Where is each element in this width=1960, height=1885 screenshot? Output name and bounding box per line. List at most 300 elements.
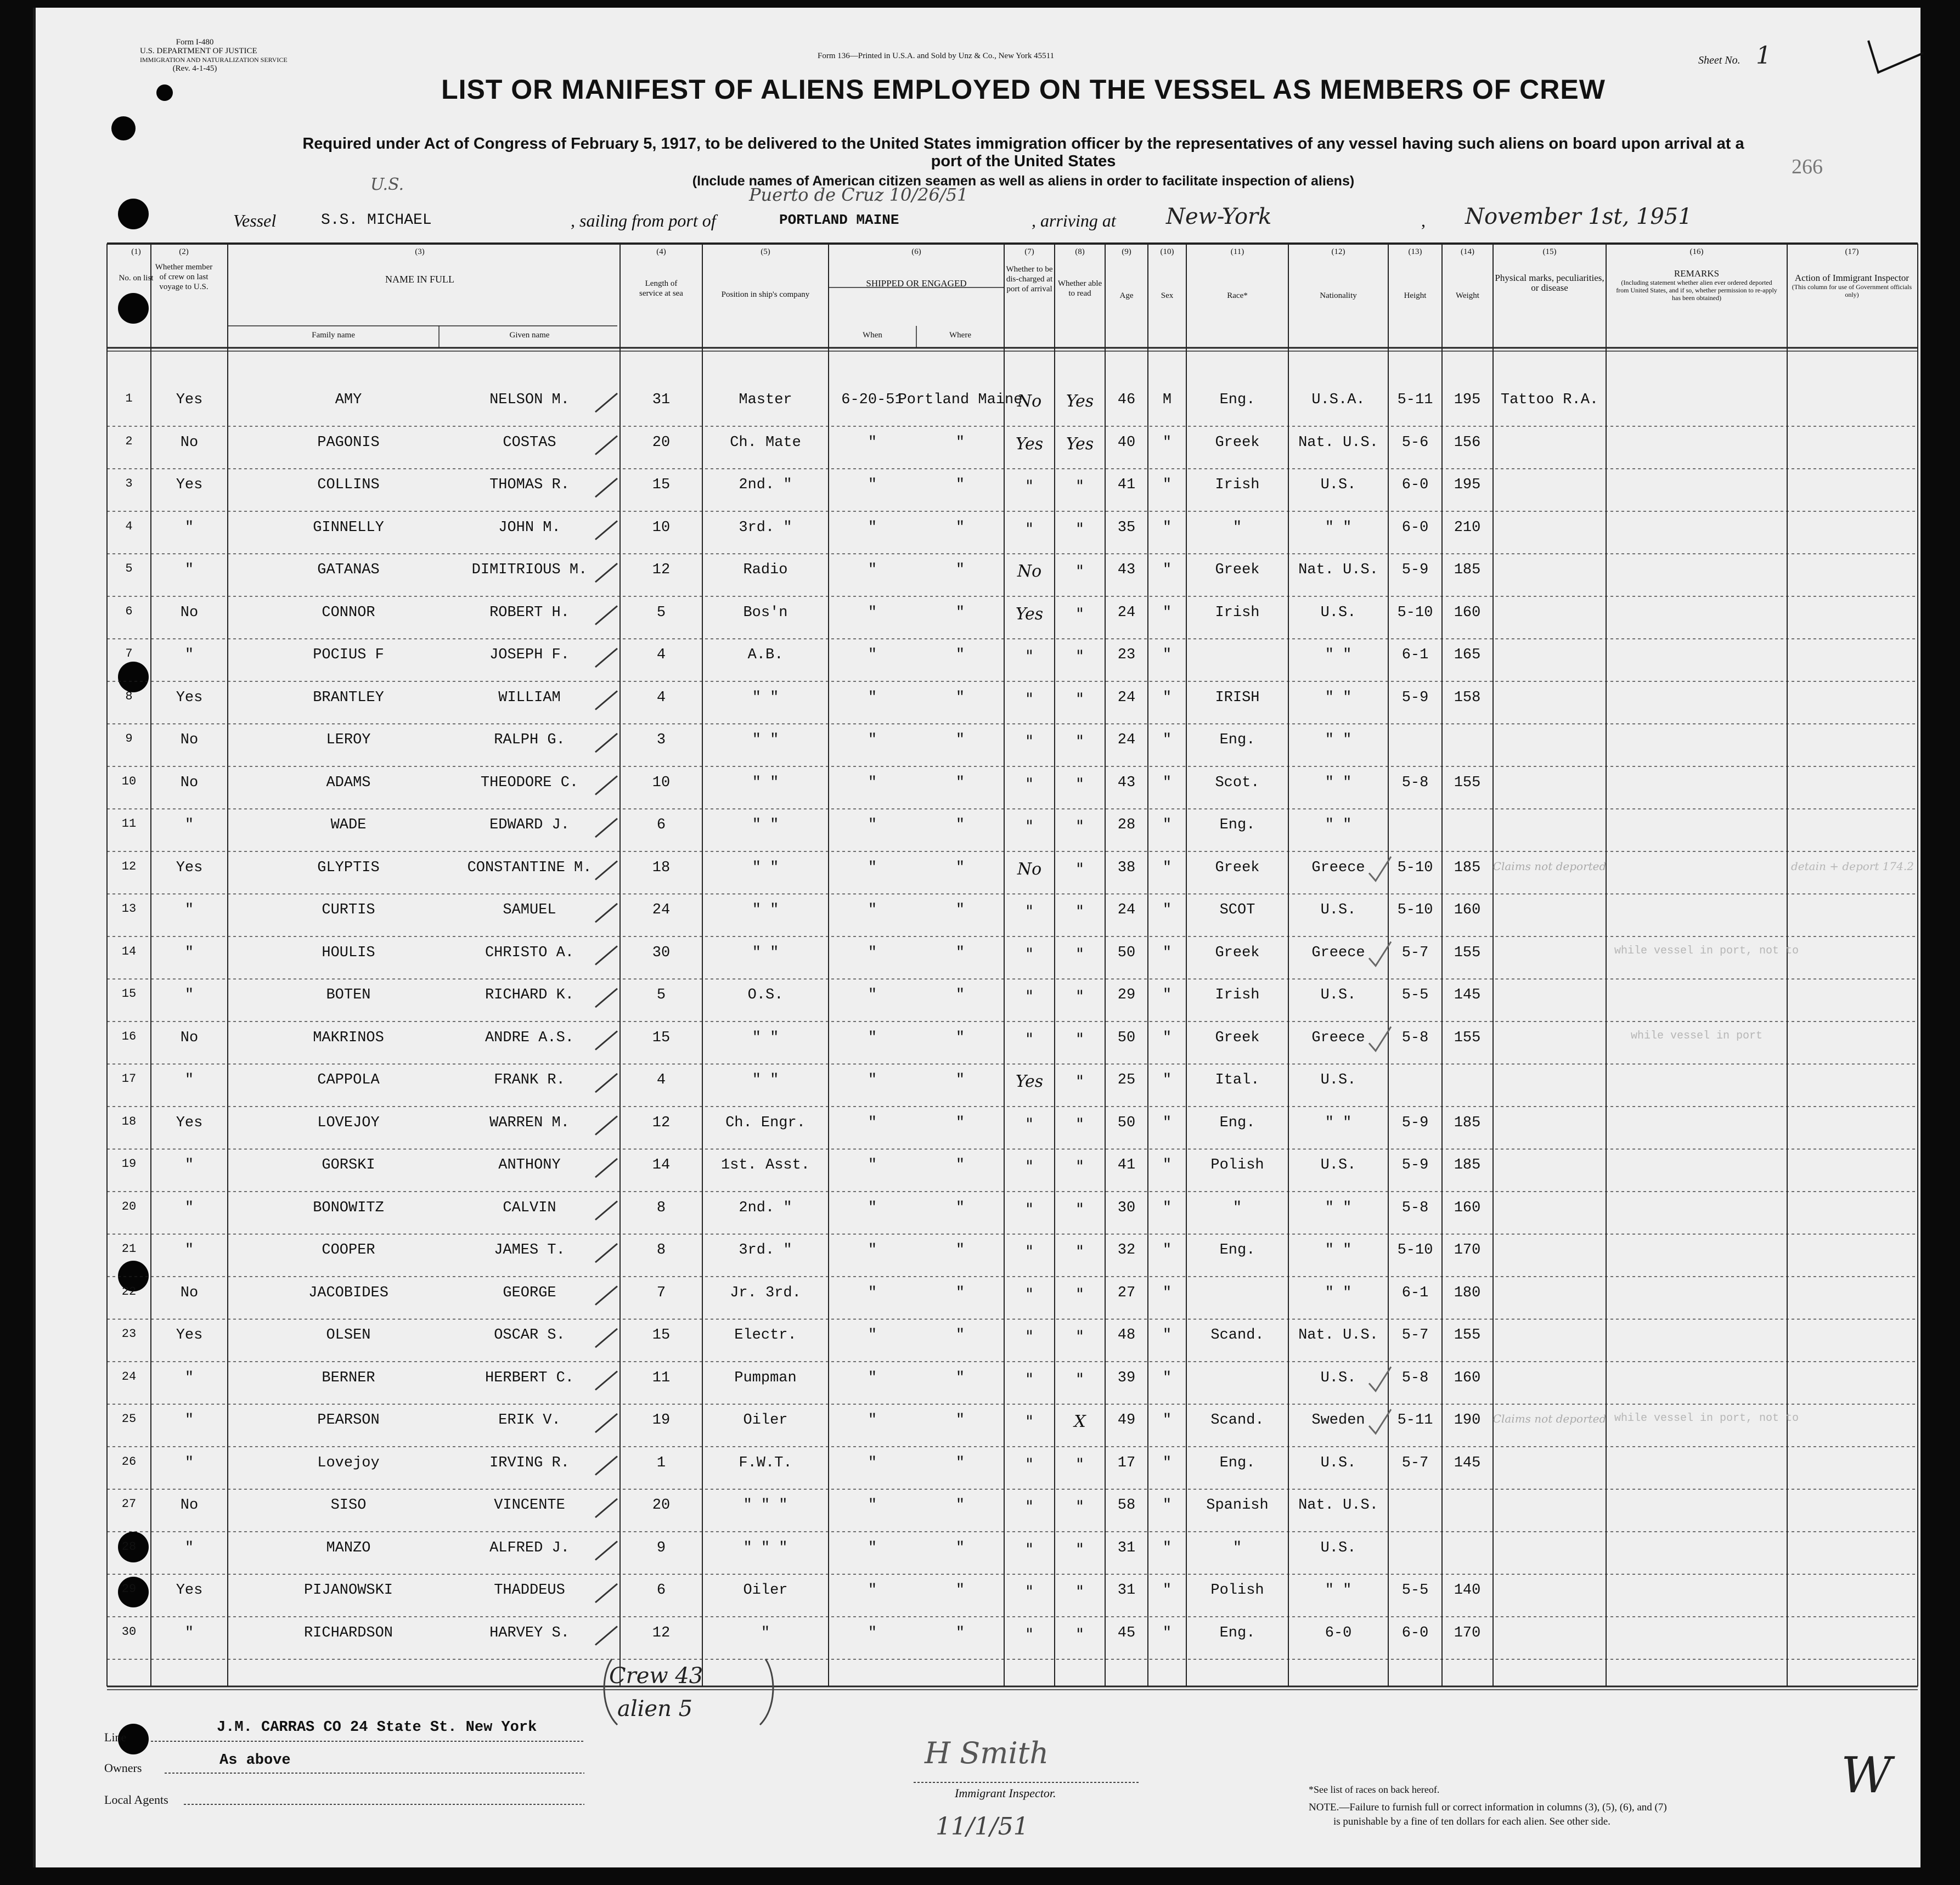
cell-service: 12	[652, 1114, 671, 1131]
cell-no: 21	[121, 1242, 137, 1256]
cell-discharged: No	[1017, 562, 1042, 581]
cell-when: "	[868, 1412, 877, 1429]
cell-age: 40	[1117, 434, 1136, 451]
alien-count-note: alien 5	[617, 1696, 693, 1722]
cell-service: 4	[656, 1072, 666, 1088]
cell-sex: "	[1162, 1454, 1172, 1471]
cell-age: 31	[1117, 1539, 1136, 1556]
cell-read: "	[1076, 1242, 1084, 1261]
cell-service: 10	[652, 774, 671, 791]
cell-given: JOHN M.	[498, 519, 561, 536]
cell-read: "	[1076, 732, 1084, 751]
cell-height: 5-6	[1401, 434, 1429, 451]
cell-discharged: Yes	[1015, 434, 1044, 454]
cell-nationality: Nat. U.S.	[1298, 1327, 1378, 1344]
cell-when: "	[868, 902, 877, 918]
cell-position: 3rd. "	[739, 1242, 792, 1258]
cell-age: 50	[1117, 1114, 1136, 1131]
cell-age: 17	[1117, 1454, 1136, 1471]
races-note: *See list of races on back hereof.	[1309, 1784, 1440, 1795]
cell-height: 6-1	[1401, 647, 1429, 663]
cell-read: X	[1074, 1412, 1086, 1431]
cell-where: "	[955, 1157, 965, 1173]
cell-age: 28	[1117, 817, 1136, 833]
cell-when: "	[868, 1114, 877, 1131]
cell-remarks: while vessel in port	[1630, 1029, 1763, 1042]
col-10-header: (10) Sex	[1160, 247, 1174, 300]
cell-weight: 185	[1454, 1114, 1481, 1131]
cell-position: " " "	[743, 1497, 788, 1514]
cell-last: No	[180, 732, 199, 748]
cell-service: 9	[656, 1539, 666, 1556]
cell-discharged: "	[1026, 817, 1033, 836]
cell-weight: 160	[1454, 1369, 1481, 1386]
cell-given: ROBERT H.	[489, 604, 570, 621]
cell-sex: "	[1162, 944, 1172, 961]
cell-sex: "	[1162, 1157, 1172, 1173]
cell-age: 49	[1117, 1412, 1136, 1429]
cell-where: "	[955, 434, 965, 451]
cell-service: 15	[652, 477, 671, 493]
cell-discharged: Yes	[1015, 604, 1044, 624]
cell-family: COLLINS	[317, 477, 380, 493]
cell-no: 6	[125, 604, 133, 618]
cell-discharged: "	[1026, 647, 1033, 666]
cell-read: "	[1076, 1582, 1084, 1601]
cell-race: "	[1232, 1539, 1242, 1556]
cell-where: "	[955, 987, 965, 1003]
cell-weight: 155	[1454, 1029, 1481, 1046]
cell-family: PAGONIS	[317, 434, 380, 451]
cell-marks: Claims not deported	[1492, 1412, 1607, 1425]
cell-age: 41	[1117, 477, 1136, 493]
cell-read: "	[1076, 562, 1084, 581]
cell-where: "	[955, 1072, 965, 1088]
cell-service: 18	[652, 859, 671, 876]
cell-when: "	[868, 1454, 877, 1471]
cell-weight: 165	[1454, 647, 1481, 663]
cell-where: "	[955, 1114, 965, 1131]
cell-nationality: U.S.	[1320, 1369, 1356, 1386]
cell-read: "	[1076, 1369, 1084, 1389]
cell-weight: 210	[1454, 519, 1481, 536]
cell-service: 8	[656, 1199, 666, 1216]
cell-weight: 195	[1454, 392, 1481, 408]
cell-when: "	[868, 987, 877, 1003]
cell-nationality: Greece	[1311, 859, 1365, 876]
col-8-header: (8) Whether able to read	[1057, 247, 1102, 298]
cell-service: 7	[656, 1284, 666, 1301]
cell-family: COOPER	[322, 1242, 375, 1258]
cell-where: "	[955, 732, 965, 748]
cell-no: 12	[121, 859, 137, 873]
cell-where: "	[955, 859, 965, 876]
cell-when: "	[868, 1029, 877, 1046]
cell-read: "	[1076, 1454, 1084, 1474]
cell-nationality: " "	[1325, 1199, 1352, 1216]
arriving-label: , arriving at	[1032, 211, 1116, 230]
col-13-header: (13) Height	[1404, 247, 1427, 300]
cell-given: ANDRE A.S.	[485, 1029, 575, 1046]
col-4-header: (4) Length of service at sea	[639, 247, 683, 298]
cell-family: LOVEJOY	[317, 1114, 380, 1131]
cell-when: "	[868, 774, 877, 791]
cell-sex: "	[1162, 647, 1172, 663]
cell-service: 6	[656, 817, 666, 833]
cell-discharged: "	[1026, 944, 1033, 964]
cell-no: 24	[121, 1369, 137, 1384]
cell-race: "	[1232, 1199, 1242, 1216]
col-2-header: (2) Whether member of crew on last voyage to U.S.	[155, 247, 213, 291]
cell-race: Eng.	[1219, 817, 1255, 833]
cell-nationality: U.S.A.	[1311, 392, 1365, 408]
cell-nationality: " "	[1325, 1242, 1352, 1258]
cell-weight: 170	[1454, 1242, 1481, 1258]
cell-position: "	[761, 1624, 770, 1641]
cell-height: 5-9	[1401, 562, 1429, 578]
cell-age: 45	[1117, 1624, 1136, 1641]
cell-nationality: " "	[1325, 1582, 1352, 1599]
cell-sex: "	[1162, 1412, 1172, 1429]
arrival-date: November 1st, 1951	[1465, 204, 1692, 229]
cell-given: VINCENTE	[494, 1497, 565, 1514]
cell-read: "	[1076, 1284, 1084, 1304]
cell-race: Greek	[1215, 562, 1260, 578]
cell-read: "	[1076, 859, 1084, 879]
cell-given: GEORGE	[503, 1284, 556, 1301]
cell-position: Master	[739, 392, 792, 408]
cell-discharged: "	[1026, 1157, 1033, 1176]
cell-nationality: U.S.	[1320, 1539, 1356, 1556]
cell-discharged: "	[1026, 1539, 1033, 1559]
cell-no: 25	[121, 1412, 137, 1426]
cell-position: 2nd. "	[739, 477, 792, 493]
cell-weight: 156	[1454, 434, 1481, 451]
cell-where: "	[955, 1624, 965, 1641]
cell-last: "	[184, 1242, 194, 1258]
cell-weight: 160	[1454, 604, 1481, 621]
cell-discharged: "	[1026, 774, 1033, 794]
cell-service: 14	[652, 1157, 671, 1173]
cell-service: 20	[652, 434, 671, 451]
cell-weight: 140	[1454, 1582, 1481, 1599]
cell-no: 23	[121, 1327, 137, 1341]
form-number: Form I-480	[176, 38, 214, 47]
cell-height: 6-0	[1401, 1624, 1429, 1641]
cell-race: Irish	[1215, 987, 1260, 1003]
cell-family: BOTEN	[326, 987, 371, 1003]
cell-race: Eng.	[1219, 1114, 1255, 1131]
cell-when: "	[868, 1072, 877, 1088]
cell-given: SAMUEL	[503, 902, 556, 918]
cell-last: "	[184, 1369, 194, 1386]
cell-nationality: " "	[1325, 647, 1352, 663]
cell-discharged: "	[1026, 1199, 1033, 1219]
cell-age: 24	[1117, 689, 1136, 706]
cell-given: OSCAR S.	[494, 1327, 565, 1344]
cell-weight: 170	[1454, 1624, 1481, 1641]
cell-last: "	[184, 519, 194, 536]
line-value: J.M. CARRAS CO 24 State St. New York	[217, 1719, 537, 1736]
cell-no: 14	[121, 944, 137, 958]
col-11-header: (11) Race*	[1227, 247, 1248, 300]
cell-last: "	[184, 1157, 194, 1173]
cell-discharged: "	[1026, 1412, 1033, 1431]
cell-last: "	[184, 1412, 194, 1429]
cell-where: "	[955, 1454, 965, 1471]
cell-given: EDWARD J.	[489, 817, 570, 833]
cell-where: "	[955, 647, 965, 663]
cell-discharged: No	[1017, 859, 1042, 879]
cell-weight: 155	[1454, 1327, 1481, 1344]
cell-no: 11	[121, 817, 137, 831]
cell-sex: "	[1162, 1199, 1172, 1216]
cell-service: 5	[656, 604, 666, 621]
cell-age: 43	[1117, 562, 1136, 578]
cell-position: " "	[752, 817, 779, 833]
cell-sex: "	[1162, 1497, 1172, 1514]
cell-position: " "	[752, 774, 779, 791]
cell-service: 4	[656, 689, 666, 706]
cell-height: 5-9	[1401, 1157, 1429, 1173]
cell-last: No	[180, 604, 199, 621]
cell-where: "	[955, 477, 965, 493]
cell-sex: "	[1162, 774, 1172, 791]
cell-read: Yes	[1066, 392, 1094, 411]
cell-when: "	[868, 859, 877, 876]
cell-read: "	[1076, 987, 1084, 1006]
sheet-label: Sheet No.	[1698, 54, 1741, 66]
cell-height: 6-0	[1401, 519, 1429, 536]
cell-age: 46	[1117, 392, 1136, 408]
cell-last: "	[184, 1072, 194, 1088]
cell-when: "	[868, 434, 877, 451]
cell-nationality: Sweden	[1311, 1412, 1365, 1429]
cell-height: 5-5	[1401, 987, 1429, 1003]
col-1-header: (1) No. on list	[119, 247, 154, 283]
cell-nationality: U.S.	[1320, 1454, 1356, 1471]
cell-position: " "	[752, 944, 779, 961]
cell-last: Yes	[176, 477, 203, 493]
cell-last: No	[180, 1029, 199, 1046]
cell-read: "	[1076, 1199, 1084, 1219]
cell-where: "	[955, 1497, 965, 1514]
cell-nationality: U.S.	[1320, 604, 1356, 621]
cell-where: "	[955, 562, 965, 578]
footer-underlines	[36, 8, 1923, 1867]
cell-nationality: Greece	[1311, 1029, 1365, 1046]
cell-sex: "	[1162, 859, 1172, 876]
cell-age: 43	[1117, 774, 1136, 791]
cell-read: "	[1076, 774, 1084, 794]
cell-age: 25	[1117, 1072, 1136, 1088]
inspector-label: Immigrant Inspector.	[955, 1786, 1056, 1800]
cell-weight: 158	[1454, 689, 1481, 706]
cell-when: "	[868, 689, 877, 706]
sailing-port: PORTLAND MAINE	[779, 212, 899, 228]
cell-discharged: "	[1026, 519, 1033, 539]
cell-no: 4	[125, 519, 133, 533]
cell-weight: 145	[1454, 1454, 1481, 1471]
col-6-when-header: When	[863, 331, 882, 340]
cell-where: "	[955, 1284, 965, 1301]
cell-given: HERBERT C.	[485, 1369, 575, 1386]
cell-position: " "	[752, 732, 779, 748]
vessel-label: Vessel	[233, 211, 277, 230]
cell-family: ADAMS	[326, 774, 371, 791]
cell-position: Electr.	[734, 1327, 797, 1344]
col-3-given-header: Given name	[509, 331, 550, 340]
cell-nationality: U.S.	[1320, 987, 1356, 1003]
cell-position: Ch. Mate	[730, 434, 801, 451]
cell-service: 8	[656, 1242, 666, 1258]
cell-race: Greek	[1215, 859, 1260, 876]
cell-last: "	[184, 1624, 194, 1641]
cell-race: IRISH	[1215, 689, 1260, 706]
cell-last: No	[180, 434, 199, 451]
cell-race: Greek	[1215, 944, 1260, 961]
col-16-header: (16) REMARKS (Including statement whether alien ever ordered deported from United States, and if so, whether permission to re-apply has been obtained)	[1616, 247, 1777, 302]
cell-discharged: "	[1026, 1029, 1033, 1049]
cell-position: Oiler	[743, 1412, 788, 1429]
cell-position: Pumpman	[734, 1369, 797, 1386]
cell-age: 32	[1117, 1242, 1136, 1258]
cell-family: PIJANOWSKI	[303, 1582, 393, 1599]
owners-label: Owners	[104, 1761, 142, 1775]
cell-when: "	[868, 519, 877, 536]
cell-marks: Tattoo R.A.	[1500, 392, 1599, 408]
cell-nationality: " "	[1325, 774, 1352, 791]
cell-service: 20	[652, 1497, 671, 1514]
cell-position: O.S.	[747, 987, 784, 1003]
cell-where: "	[955, 1327, 965, 1344]
cell-read: "	[1076, 902, 1084, 921]
cell-nationality: " "	[1325, 1284, 1352, 1301]
cell-last: "	[184, 817, 194, 833]
cell-height: 5-7	[1401, 1327, 1429, 1344]
cell-given: CHRISTO A.	[485, 944, 575, 961]
cell-last: "	[184, 1454, 194, 1471]
cell-race: Scand.	[1210, 1327, 1264, 1344]
cell-read: "	[1076, 1072, 1084, 1091]
cell-discharged: "	[1026, 1497, 1033, 1516]
cell-where: "	[955, 902, 965, 918]
cell-sex: "	[1162, 987, 1172, 1003]
cell-family: Lovejoy	[317, 1454, 380, 1471]
cell-family: BERNER	[322, 1369, 375, 1386]
cell-no: 13	[121, 902, 137, 916]
cell-where: "	[955, 1242, 965, 1258]
subtitle-line-1: Required under Act of Congress of February 5, 1917, to be delivered to the United States immigration officer by the representatives of any vessel having such aliens on board upon arrival at a	[302, 135, 1744, 153]
cell-where: "	[955, 1199, 965, 1216]
inspector-date: 11/1/51	[936, 1813, 1029, 1841]
cell-weight: 185	[1454, 859, 1481, 876]
cell-service: 30	[652, 944, 671, 961]
printer-note: Form 136—Printed in U.S.A. and Sold by Unz & Co., New York 45511	[818, 52, 1055, 60]
cell-age: 39	[1117, 1369, 1136, 1386]
cell-family: GORSKI	[322, 1157, 375, 1173]
department-name: U.S. DEPARTMENT OF JUSTICE	[140, 47, 257, 55]
cell-sex: "	[1162, 604, 1172, 621]
cell-last: Yes	[176, 1114, 203, 1131]
cell-position: F.W.T.	[739, 1454, 792, 1471]
cell-read: "	[1076, 944, 1084, 964]
cell-discharged: "	[1026, 477, 1033, 496]
cell-discharged: "	[1026, 1454, 1033, 1474]
cell-where: "	[955, 1539, 965, 1556]
cell-when: "	[868, 1327, 877, 1344]
cell-position: 2nd. "	[739, 1199, 792, 1216]
cell-family: PEARSON	[317, 1412, 380, 1429]
cell-age: 50	[1117, 1029, 1136, 1046]
cell-when: "	[868, 1242, 877, 1258]
cell-given: DIMITRIOUS M.	[471, 562, 588, 578]
cell-nationality: " "	[1325, 689, 1352, 706]
cell-position: Radio	[743, 562, 788, 578]
cell-service: 6	[656, 1582, 666, 1599]
col-15-header: (15) Physical marks, peculiarities, or disease	[1495, 247, 1604, 293]
cell-nationality: Nat. U.S.	[1298, 562, 1378, 578]
cell-family: SISO	[330, 1497, 367, 1514]
cell-given: THOMAS R.	[489, 477, 570, 493]
cell-given: ANTHONY	[498, 1157, 561, 1173]
cell-age: 31	[1117, 1582, 1136, 1599]
cell-where: "	[955, 1369, 965, 1386]
vessel-name: S.S. MICHAEL	[321, 212, 432, 229]
cell-when: "	[868, 817, 877, 833]
cell-last: Yes	[176, 689, 203, 706]
cell-read: "	[1076, 1029, 1084, 1049]
cell-discharged: "	[1026, 1242, 1033, 1261]
cell-service: 19	[652, 1412, 671, 1429]
cell-race: Irish	[1215, 477, 1260, 493]
cell-no: 19	[121, 1157, 137, 1171]
cell-remarks: while vessel in port, not to	[1614, 1412, 1799, 1425]
penalty-note-2: is punishable by a fine of ten dollars for each alien. See other side.	[1333, 1816, 1610, 1827]
subtitle-line-3: (Include names of American citizen seamen as well as aliens in order to facilitate inspection of aliens)	[692, 173, 1355, 189]
cell-family: GATANAS	[317, 562, 380, 578]
cell-no: 26	[121, 1454, 137, 1469]
cell-discharged: "	[1026, 1582, 1033, 1601]
cell-family: MAKRINOS	[313, 1029, 384, 1046]
cell-service: 3	[656, 732, 666, 748]
cell-family: BRANTLEY	[313, 689, 384, 706]
cell-when: "	[868, 1539, 877, 1556]
cell-age: 27	[1117, 1284, 1136, 1301]
cell-nationality: U.S.	[1320, 1157, 1356, 1173]
cell-given: JAMES T.	[494, 1242, 565, 1258]
cell-when: "	[868, 1157, 877, 1173]
manifest-sheet	[33, 8, 1920, 1867]
cell-where: "	[955, 1029, 965, 1046]
cell-read: "	[1076, 1327, 1084, 1346]
cell-sex: "	[1162, 519, 1172, 536]
cell-read: "	[1076, 519, 1084, 539]
cell-family: GLYPTIS	[317, 859, 380, 876]
cell-remarks: while vessel in port, not to	[1614, 944, 1799, 957]
cell-no: 20	[121, 1199, 137, 1214]
cell-no: 28	[121, 1539, 137, 1554]
cell-no: 16	[121, 1029, 137, 1043]
cell-last: "	[184, 562, 194, 578]
cell-sex: "	[1162, 1072, 1172, 1088]
cell-position: " "	[752, 1072, 779, 1088]
sailing-label: , sailing from port of	[571, 211, 716, 230]
cell-age: 24	[1117, 604, 1136, 621]
form-revision: (Rev. 4-1-45)	[172, 64, 217, 73]
cell-family: MANZO	[326, 1539, 371, 1556]
cell-weight: 155	[1454, 774, 1481, 791]
